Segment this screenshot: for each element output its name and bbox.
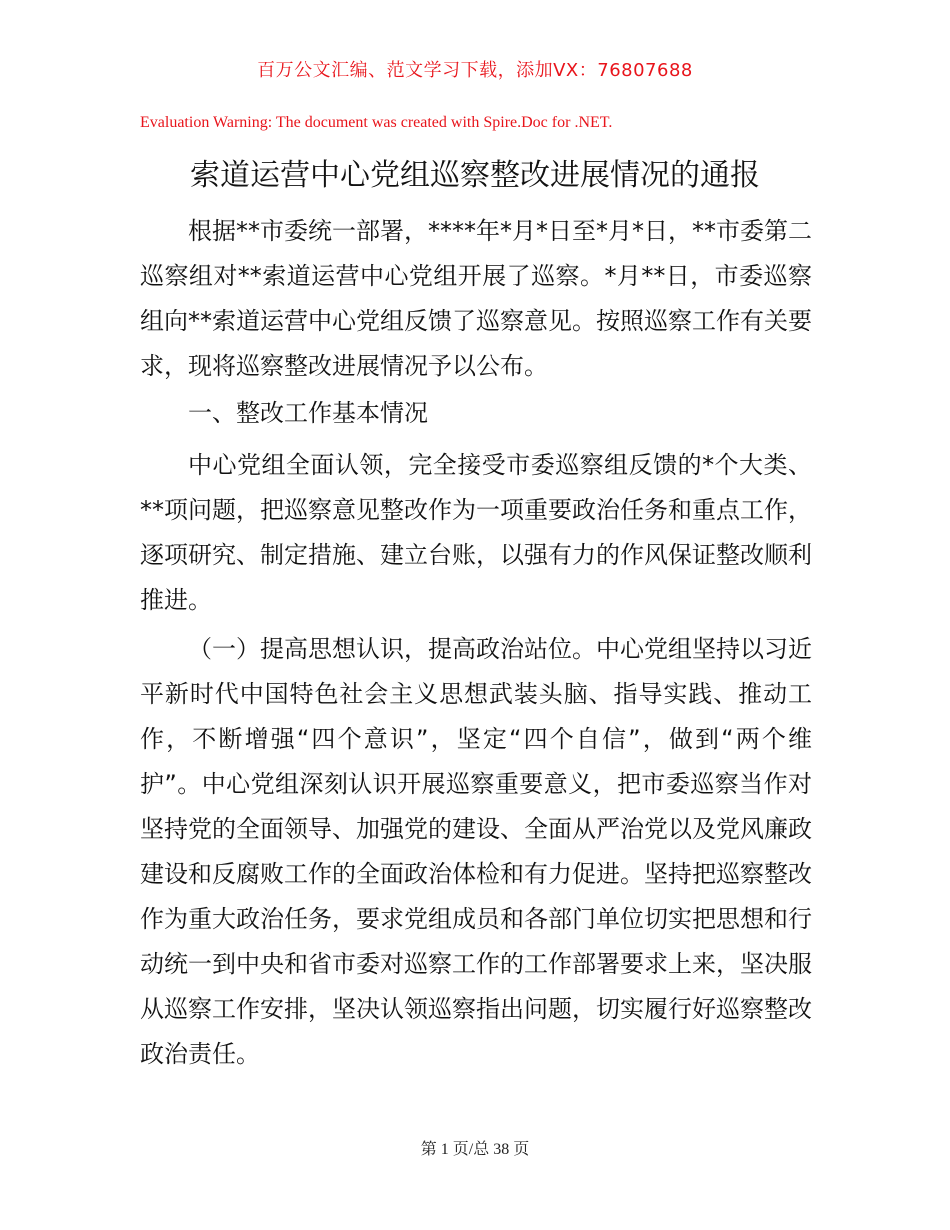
paragraph-overview: 中心党组全面认领，完全接受市委巡察组反馈的*个大类、**项问题，把巡察意见整改作为一项重要政治任务和重点工作，逐项研究、制定措施、建立台账，以强有力的作风保证整改顺利推进。 [140, 451, 812, 614]
evaluation-warning: Evaluation Warning: The document was created with Spire.Doc for .NET. [140, 114, 613, 131]
paragraph-subsection-1: （一）提高思想认识，提高政治站位。中心党组坚持以习近平新时代中国特色社会主义思想武装头脑、指导实践、推动工作，不断增强“四个意识”，坚定“四个自信”，做到“两个维护”。中心党组深刻认识开展巡察重要意义，把市委巡察当作对坚持党的全面领导、加强党的建设、全面从严治党以及党风廉政建设和反腐败工作的全面政治体检和有力促进。坚持把巡察整改作为重大政治任务，要求党组成员和各部门单位切实把思想和行动统一到中央和省市委对巡察工作的工作部署要求上来，坚决服从巡察工作安排，坚决认领巡察指出问题，切实履行好巡察整改政治责任。 [140, 635, 812, 1068]
page-number: 第 1 页/总 38 页 [420, 1141, 530, 1158]
section-heading: 一、整改工作基本情况 [188, 399, 428, 427]
paragraph-intro: 根据**市委统一部署，****年*月*日至*月*日，**市委第二巡察组对**索道运营中心党组开展了巡察。*月**日，市委巡察组向**索道运营中心党组反馈了巡察意见。按照巡察工作有关要求，现将巡察整改进展情况予以公布。 [140, 217, 812, 380]
header-banner: 百万公文汇编、范文学习下载，添加VX：76807688 [257, 60, 693, 81]
document-title: 索道运营中心党组巡察整改进展情况的通报 [190, 158, 760, 193]
